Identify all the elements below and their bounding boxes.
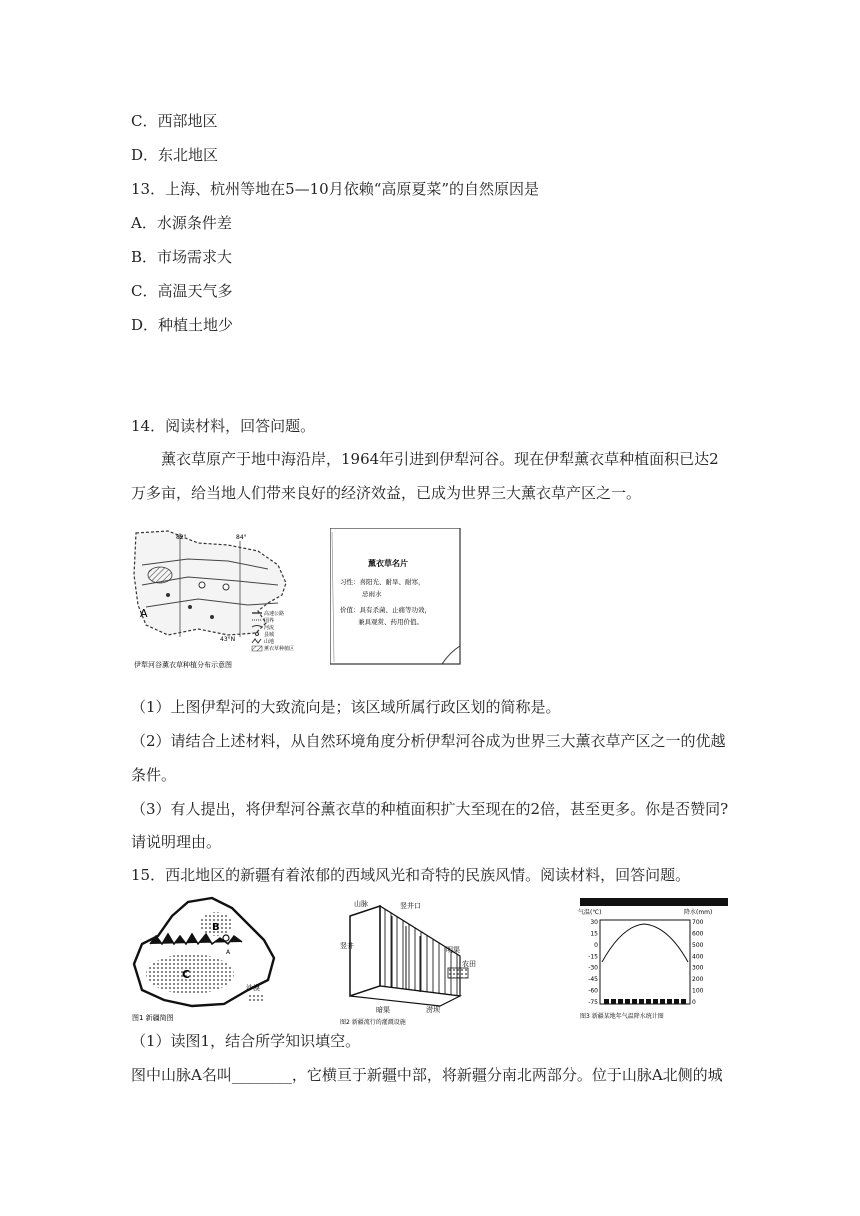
q15-sub1: （1）读图1，结合所学知识填空。 <box>131 1032 361 1050</box>
legend-item: 国界 <box>264 618 275 624</box>
q13-option-a: A．水源条件差 <box>131 214 232 232</box>
fig1-legend-desert: 沙漠 <box>246 984 260 992</box>
legend-item: 河流 <box>264 625 275 631</box>
xinjiang-map <box>128 894 278 1024</box>
fig3-right-tick: 400 <box>692 953 704 961</box>
q14-material-line2: 万多亩，给当地人们带来良好的经济效益，已成为世界三大薰衣草产区之一。 <box>131 484 642 502</box>
climate-chart <box>578 898 730 1020</box>
q14-sub2-line1: （2）请结合上述材料，从自然环境角度分析伊犁河谷成为世界三大薰衣草产区之一的优越 <box>131 732 726 750</box>
fig2-label: 山脉 <box>354 900 368 908</box>
yili-valley-map <box>128 525 316 673</box>
card-value2: 兼具观赏、药用价值。 <box>358 618 423 626</box>
q12-option-c: C．西部地区 <box>131 112 218 130</box>
legend-item: 薰衣草种植区 <box>264 646 295 652</box>
fig3-left-tick: 30 <box>590 919 598 926</box>
q15-stem: 15．西北地区的新疆有着浓郁的西域风光和奇特的民族风情。阅读材料，回答问题。 <box>131 866 691 884</box>
map-label-lon: 82° <box>176 534 187 541</box>
fig3-right-tick: 500 <box>692 941 704 949</box>
fig2-label: 竖井口 <box>400 902 421 910</box>
karez-diagram <box>340 896 490 1026</box>
card-habit2: 忌雨水 <box>362 590 382 598</box>
map-label-lat: 43°N <box>220 636 236 643</box>
card-title: 薰衣草名片 <box>368 559 408 568</box>
fig2-label: 涝坝 <box>426 1006 440 1014</box>
q13-option-b: B．市场需求大 <box>131 248 233 266</box>
legend-item: 高速公路 <box>264 611 285 617</box>
legend-item: 县城 <box>264 632 275 638</box>
fig3-left-tick: -15 <box>588 953 598 961</box>
q14-material-line1: 薰衣草原产于地中海沿岸，1964年引进到伊犁河谷。现在伊犁薰衣草种植面积已达2 <box>161 450 719 468</box>
fig2-label: 暗渠 <box>376 1006 390 1014</box>
q14-sub3-line2: 请说明理由。 <box>131 833 222 851</box>
fig3-left-tick: -75 <box>588 999 598 1006</box>
fig2-label: 农田 <box>462 960 476 968</box>
map-label-lon2: 84° <box>236 534 247 541</box>
fig3-left-tick: 0 <box>594 941 598 949</box>
fig2-label: 明渠 <box>446 946 460 954</box>
q14-sub3-line1: （3）有人提出，将伊犁河谷薰衣草的种植面积扩大至现在的2倍，甚至更多。你是否赞同? <box>131 800 729 818</box>
fig2-label: 竖井 <box>340 942 354 950</box>
fig3-right-tick: 700 <box>692 919 704 926</box>
q14-sub1: （1）上图伊犁河的大致流向是；该区域所属行政区划的简称是。 <box>131 698 561 716</box>
fig3-right-ticks <box>692 919 704 1006</box>
q15-sub1-text: 图中山脉A名叫________，它横亘于新疆中部，将新疆分南北两部分。位于山脉A北侧的城 <box>131 1066 723 1084</box>
map-caption: 伊犁河谷薰衣草种植分布示意图 <box>134 661 232 669</box>
q14-stem: 14．阅读材料，回答问题。 <box>131 417 316 435</box>
fig3-left-tick: 15 <box>590 930 598 938</box>
fig3-caption: 图3 新疆某地年气温降水统计图 <box>580 1013 664 1020</box>
fig1-label-a: A <box>226 949 231 956</box>
card-habit: 习性：喜阳光、耐旱、耐寒， <box>340 578 425 586</box>
q13-stem: 13．上海、杭州等地在5—10月依赖“高原夏菜”的自然原因是 <box>131 180 540 198</box>
fig1-label-c: C <box>182 968 191 981</box>
legend-item: 山地 <box>264 639 275 645</box>
fig3-left-tick: -30 <box>588 964 598 972</box>
fig3-left-tick: -60 <box>588 987 598 995</box>
fig3-right-axis-title: 降水(mm) <box>684 909 713 916</box>
q12-option-d: D．东北地区 <box>131 146 219 164</box>
q14-sub2-line2: 条件。 <box>131 766 177 784</box>
q13-option-d: D．种植土地少 <box>131 316 234 334</box>
fig3-right-tick: 100 <box>692 987 704 995</box>
map-label-a: A <box>140 607 148 620</box>
fig1-caption: 图1 新疆简图 <box>132 1014 174 1022</box>
fig3-right-tick: 300 <box>692 964 704 972</box>
fig3-left-ticks <box>588 919 598 1006</box>
fig3-left-axis-title: 气温(℃) <box>578 909 602 916</box>
card-value: 价值：具有杀菌、止痛等功效， <box>340 606 431 614</box>
fig3-right-tick: 0 <box>692 999 696 1006</box>
fig3-right-tick: 600 <box>692 930 704 938</box>
fig3-right-tick: 200 <box>692 976 704 984</box>
fig2-caption: 图2 新疆流行的灌溉设施 <box>340 1019 406 1026</box>
lavender-card <box>330 528 470 668</box>
fig1-label-b: B <box>212 922 220 933</box>
fig3-left-tick: -45 <box>588 976 598 984</box>
q13-option-c: C．高温天气多 <box>131 282 233 300</box>
